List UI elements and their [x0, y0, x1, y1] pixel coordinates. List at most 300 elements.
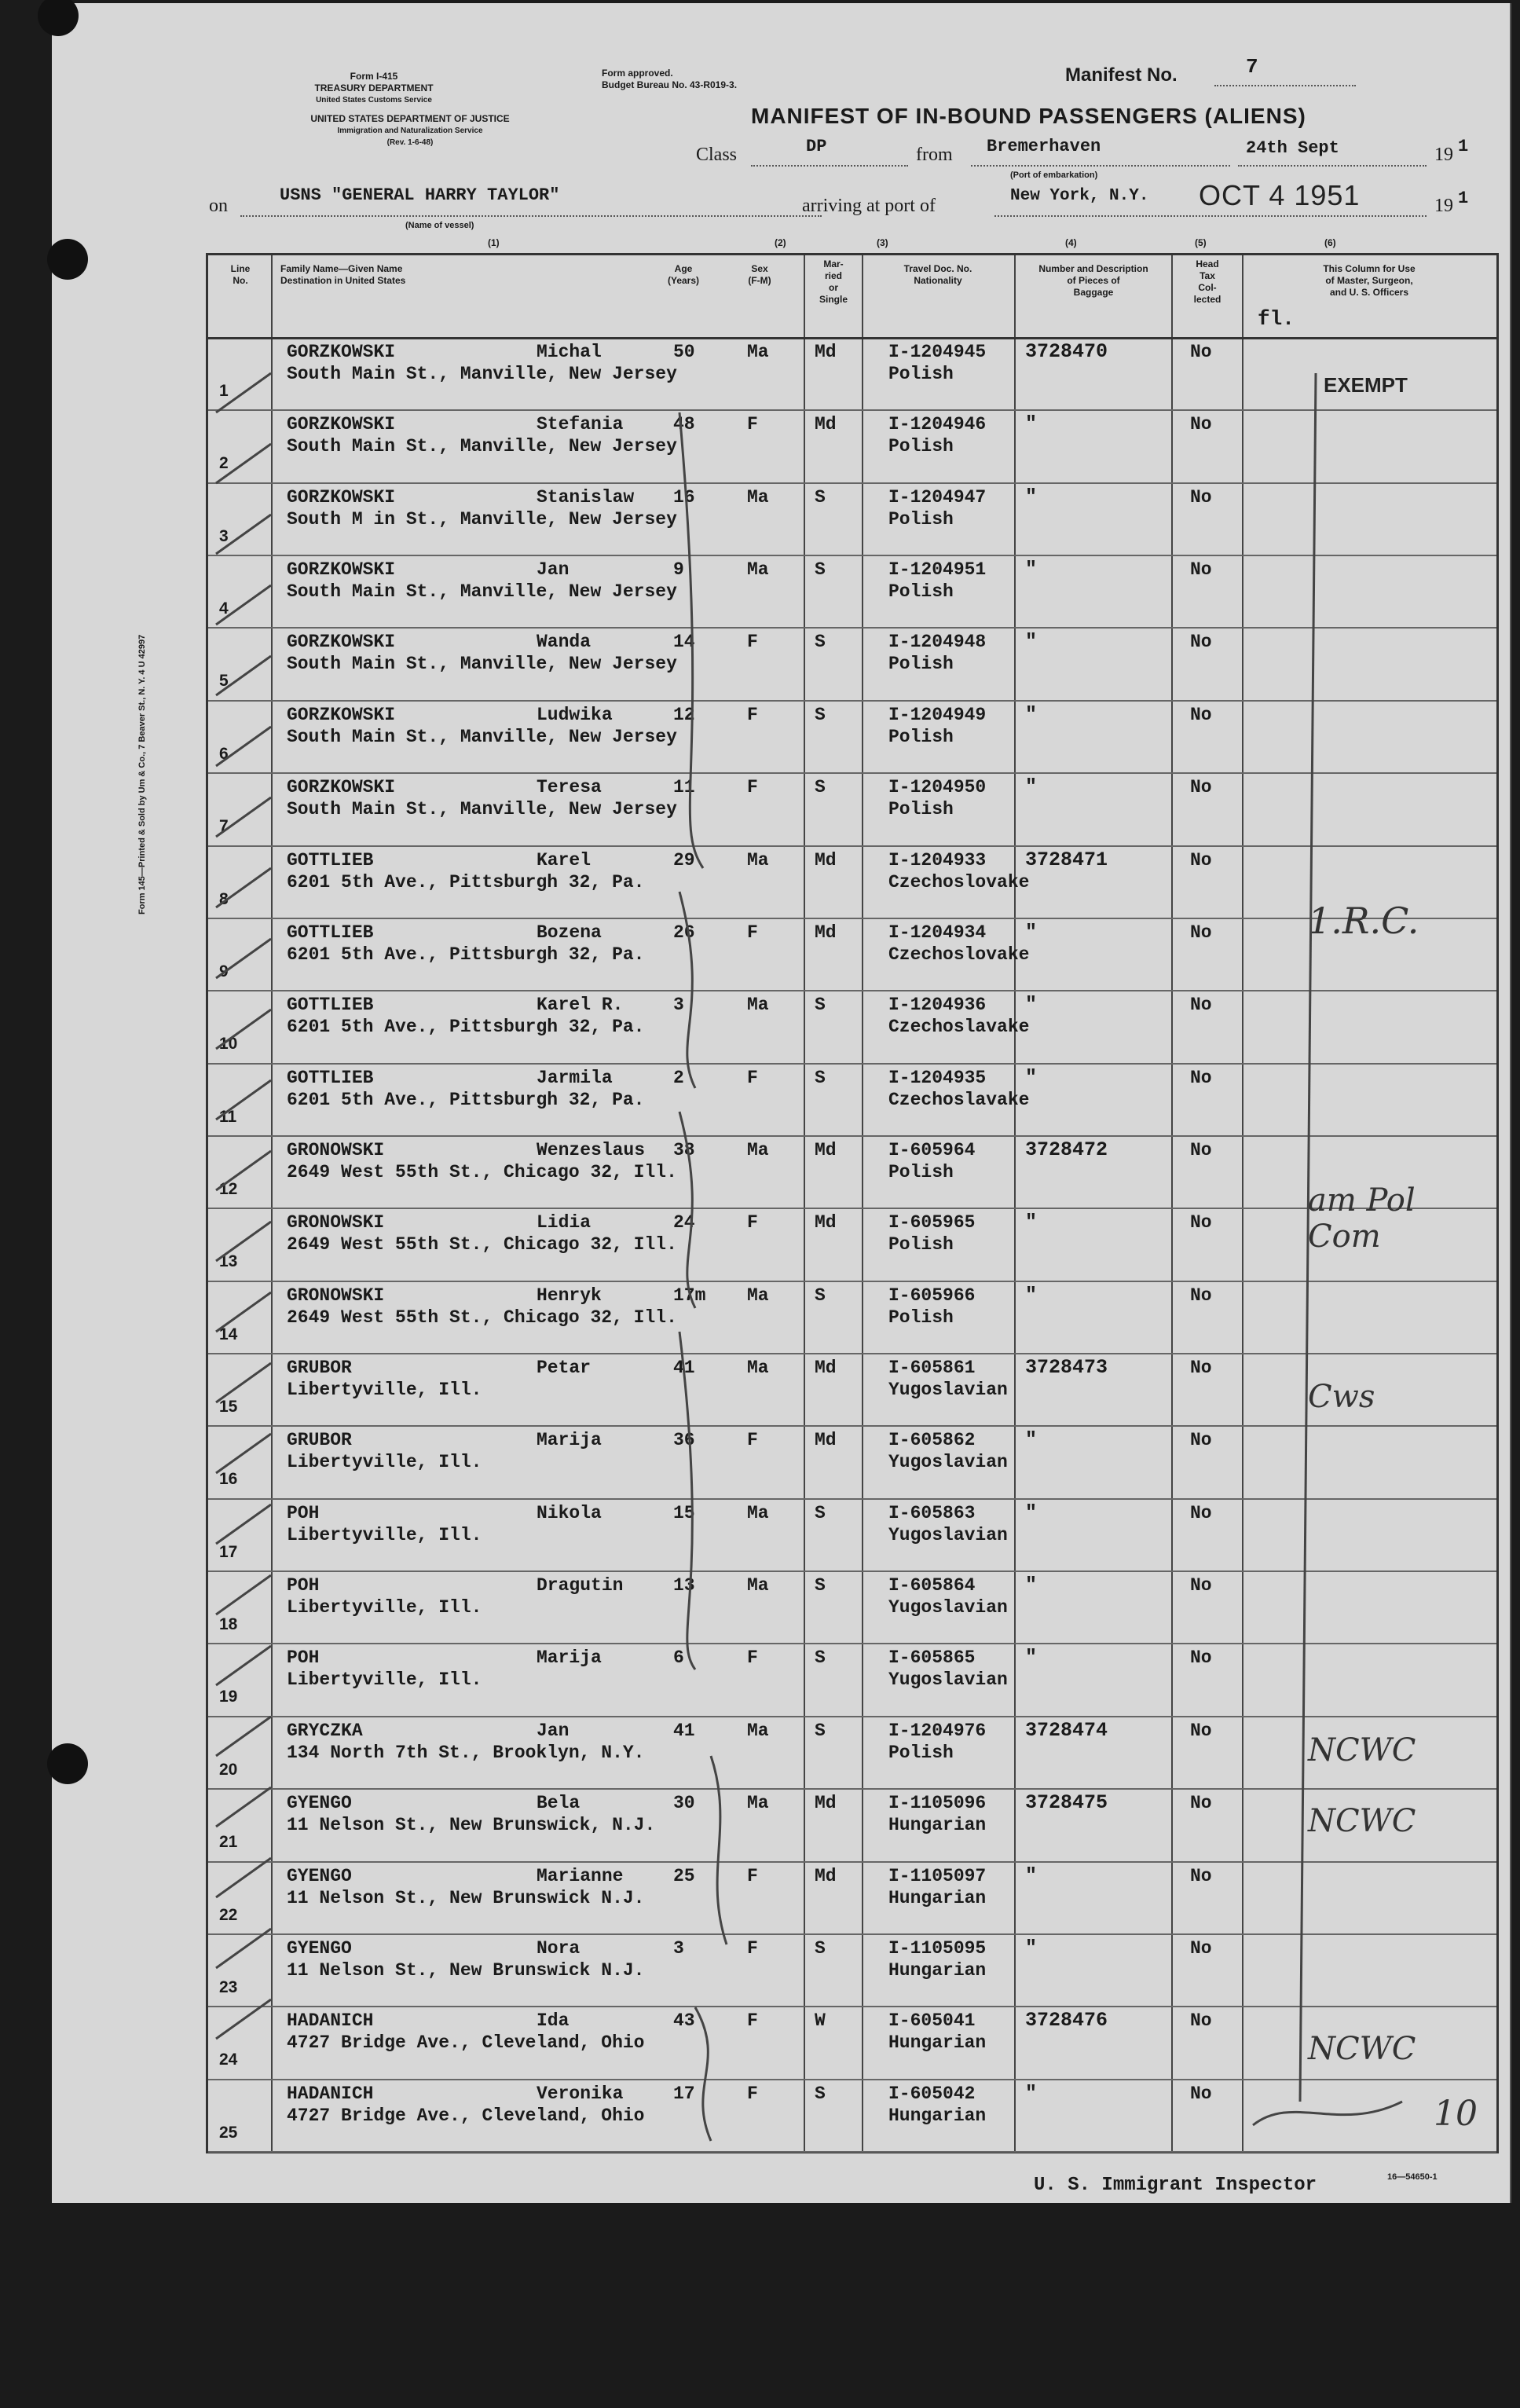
family-name: GORZKOWSKI — [287, 342, 396, 362]
nationality: Yugoslavian — [888, 1380, 1008, 1401]
head-tax: No — [1190, 1212, 1212, 1233]
header-married: Mar- ried or Single — [819, 258, 848, 305]
given-name: Jan — [537, 1720, 570, 1741]
baggage: " — [1025, 1211, 1038, 1234]
destination: South M in St., Manville, New Jersey — [287, 508, 677, 530]
line-number: 21 — [219, 1833, 238, 1852]
sex: Ma — [747, 995, 769, 1016]
given-name: Bela — [537, 1793, 581, 1814]
handwritten-note: 1.R.C. — [1308, 900, 1419, 942]
marital-status: Md — [815, 849, 837, 870]
line-number: 7 — [219, 817, 229, 836]
line-number: 9 — [219, 962, 229, 980]
col-num-5: (5) — [1195, 237, 1207, 248]
given-name: Karel R. — [537, 995, 624, 1016]
given-name: Jarmila — [537, 1067, 613, 1088]
travel-doc-number: I-1204946 — [888, 414, 987, 435]
handwritten-note: NCWC — [1308, 1803, 1416, 1839]
inspector-label: U. S. Immigrant Inspector — [1029, 2175, 1321, 2196]
head-tax: No — [1190, 1793, 1212, 1814]
class-value: DP — [806, 137, 827, 156]
date-value: 24th Sept — [1246, 138, 1339, 158]
marital-status: S — [815, 995, 826, 1016]
age: 14 — [673, 632, 695, 653]
form-number: Form I-415 — [350, 71, 398, 82]
age: 43 — [673, 2010, 695, 2032]
arriving-label: arriving at port of — [802, 196, 936, 216]
baggage: " — [1025, 558, 1038, 581]
age: 24 — [673, 1212, 695, 1233]
handwritten-note: am Pol Com — [1308, 1182, 1416, 1255]
line-number: 17 — [219, 1542, 238, 1561]
footer-code: 16—54650-1 — [1387, 2172, 1438, 2182]
baggage: " — [1025, 1864, 1038, 1887]
nationality: Polish — [888, 1234, 954, 1255]
header-age: Age (Years) — [667, 263, 700, 286]
destination: Libertyville, Ill. — [287, 1524, 482, 1545]
baggage: " — [1025, 702, 1038, 726]
sex: F — [747, 414, 758, 435]
travel-doc-number: I-605864 — [888, 1575, 976, 1596]
destination: 11 Nelson St., New Brunswick, N.J. — [287, 1815, 656, 1836]
family-name: GORZKOWSKI — [287, 632, 396, 653]
sex: F — [747, 1212, 758, 1233]
destination: 6201 5th Ave., Pittsburgh 32, Pa. — [287, 871, 645, 892]
given-name: Ludwika — [537, 704, 613, 725]
family-name: GORZKOWSKI — [287, 486, 396, 508]
baggage: " — [1025, 630, 1038, 654]
sex: Ma — [747, 486, 769, 508]
nationality: Yugoslavian — [888, 1597, 1008, 1618]
nationality: Czechoslovake — [888, 944, 1030, 965]
head-tax: No — [1190, 1285, 1212, 1306]
head-tax: No — [1190, 995, 1212, 1016]
given-name: Dragutin — [537, 1575, 624, 1596]
family-name: GOTTLIEB — [287, 995, 374, 1016]
travel-doc-number: I-605041 — [888, 2010, 976, 2032]
main-title: MANIFEST OF IN-BOUND PASSENGERS (ALIENS) — [751, 104, 1306, 128]
line-number: 3 — [219, 526, 229, 545]
immigration-service: Immigration and Naturalization Service — [337, 126, 483, 135]
handwritten-note: NCWC — [1308, 2031, 1416, 2067]
arrival-port: New York, N.Y. — [1010, 187, 1149, 205]
vessel-caption: (Name of vessel) — [405, 221, 474, 230]
age: 3 — [673, 995, 684, 1016]
age: 12 — [673, 704, 695, 725]
family-name: GOTTLIEB — [287, 849, 374, 870]
sex: Ma — [747, 559, 769, 581]
marital-status: S — [815, 486, 826, 508]
travel-doc-number: I-605861 — [888, 1358, 976, 1379]
line-number: 12 — [219, 1179, 238, 1198]
form-header-justice — [206, 113, 614, 148]
marital-status: S — [815, 2083, 826, 2104]
given-name: Jan — [537, 559, 570, 581]
age: 13 — [673, 1575, 695, 1596]
col-num-2: (2) — [775, 237, 786, 248]
given-name: Michal — [537, 342, 602, 362]
marital-status: Md — [815, 922, 837, 943]
age: 26 — [673, 922, 695, 943]
nationality: Yugoslavian — [888, 1669, 1008, 1691]
form-approved — [602, 68, 737, 91]
head-tax: No — [1190, 1502, 1212, 1523]
destination: 6201 5th Ave., Pittsburgh 32, Pa. — [287, 944, 645, 965]
family-name: GOTTLIEB — [287, 1067, 374, 1088]
sex: Ma — [747, 1575, 769, 1596]
marital-status: Md — [815, 1212, 837, 1233]
travel-doc-number: I-605863 — [888, 1502, 976, 1523]
travel-doc-number: I-1105097 — [888, 1865, 987, 1886]
head-tax: No — [1190, 1358, 1212, 1379]
head-tax: No — [1190, 777, 1212, 798]
header-officers: This Column for Use of Master, Surgeon, and U. S. Officers — [1323, 263, 1416, 298]
destination: Libertyville, Ill. — [287, 1380, 482, 1401]
form-service: United States Customs Service — [316, 96, 432, 104]
col-num-3: (3) — [877, 237, 888, 248]
age: 48 — [673, 414, 695, 435]
nationality: Polish — [888, 1161, 954, 1182]
family-name: GORZKOWSKI — [287, 704, 396, 725]
baggage: " — [1025, 1065, 1038, 1089]
family-name: POH — [287, 1647, 320, 1669]
form-dept: TREASURY DEPARTMENT — [314, 82, 434, 93]
year-suffix-2: 1 — [1458, 189, 1469, 208]
sex: F — [747, 1067, 758, 1088]
marital-status: Md — [815, 1139, 837, 1160]
nationality: Polish — [888, 1307, 954, 1328]
head-tax: No — [1190, 1430, 1212, 1451]
from-value: Bremerhaven — [987, 137, 1101, 156]
travel-doc-number: I-605966 — [888, 1285, 976, 1306]
line-number: 8 — [219, 889, 229, 908]
line-number: 24 — [219, 2051, 238, 2069]
family-name: GRUBOR — [287, 1358, 352, 1379]
given-name: Lidia — [537, 1212, 592, 1233]
head-tax: No — [1190, 1720, 1212, 1741]
given-name: Nora — [537, 1937, 581, 1959]
nationality: Polish — [888, 436, 954, 457]
given-name: Wenzeslaus — [537, 1139, 646, 1160]
nationality: Czechoslavake — [888, 1089, 1030, 1110]
baggage: " — [1025, 1428, 1038, 1452]
line-number: 18 — [219, 1615, 238, 1634]
head-tax: No — [1190, 1067, 1212, 1088]
nationality: Polish — [888, 799, 954, 820]
manifest-sheet — [52, 3, 1511, 2203]
sex: F — [747, 704, 758, 725]
travel-doc-number: I-605862 — [888, 1430, 976, 1451]
head-tax: No — [1190, 1937, 1212, 1959]
sex: Ma — [747, 849, 769, 870]
destination: 2649 West 55th St., Chicago 32, Ill. — [287, 1234, 677, 1255]
given-name: Marija — [537, 1430, 602, 1451]
nationality: Hungarian — [888, 1887, 987, 1908]
head-tax: No — [1190, 1865, 1212, 1886]
baggage: " — [1025, 1646, 1038, 1669]
family-name: GOTTLIEB — [287, 922, 374, 943]
destination: Libertyville, Ill. — [287, 1597, 482, 1618]
line-number: 22 — [219, 1905, 238, 1924]
marital-status: W — [815, 2010, 826, 2032]
line-number: 5 — [219, 672, 229, 691]
head-tax: No — [1190, 632, 1212, 653]
col-num-6: (6) — [1324, 237, 1336, 248]
given-name: Wanda — [537, 632, 592, 653]
nationality: Polish — [888, 581, 954, 603]
head-tax: No — [1190, 1647, 1212, 1669]
header-head-tax: Head Tax Col- lected — [1193, 258, 1221, 305]
destination: 2649 West 55th St., Chicago 32, Ill. — [287, 1161, 677, 1182]
sex: Ma — [747, 1793, 769, 1814]
header-name: Family Name—Given Name Destination in United States — [280, 263, 406, 286]
family-name: HADANICH — [287, 2010, 374, 2032]
baggage: " — [1025, 1936, 1038, 1959]
age: 9 — [673, 559, 684, 581]
baggage: 3728474 — [1025, 1718, 1108, 1742]
line-number: 11 — [219, 1107, 237, 1126]
nationality: Polish — [888, 1742, 954, 1763]
destination: Libertyville, Ill. — [287, 1669, 482, 1691]
baggage: 3728475 — [1025, 1791, 1108, 1815]
class-label: Class — [696, 145, 738, 165]
line-number: 10 — [219, 1035, 238, 1054]
sex: F — [747, 922, 758, 943]
line-number: 4 — [219, 599, 229, 618]
age: 29 — [673, 849, 695, 870]
baggage: " — [1025, 1574, 1038, 1597]
line-number: 19 — [219, 1688, 238, 1706]
line-number: 1 — [219, 382, 229, 400]
travel-doc-number: I-1204949 — [888, 704, 987, 725]
nationality: Hungarian — [888, 2105, 987, 2126]
marital-status: Md — [815, 1865, 837, 1886]
destination: Libertyville, Ill. — [287, 1452, 482, 1473]
marital-status: S — [815, 1285, 826, 1306]
nationality: Polish — [888, 726, 954, 747]
line-number: 20 — [219, 1760, 238, 1779]
baggage: 3728470 — [1025, 340, 1108, 363]
baggage: 3728476 — [1025, 2009, 1108, 2032]
exempt-stamp: EXEMPT — [1324, 373, 1408, 397]
nationality: Czechoslavake — [888, 1017, 1030, 1038]
family-name: POH — [287, 1575, 320, 1596]
sex: F — [747, 632, 758, 653]
age: 2 — [673, 1067, 684, 1088]
travel-doc-number: I-1204951 — [888, 559, 987, 581]
punch-hole — [38, 0, 79, 36]
manifest-no-value: 7 — [1246, 55, 1258, 79]
age: 15 — [673, 1502, 695, 1523]
sex: F — [747, 1937, 758, 1959]
baggage: 3728473 — [1025, 1356, 1108, 1380]
destination: South Main St., Manville, New Jersey — [287, 654, 677, 675]
head-tax: No — [1190, 486, 1212, 508]
nationality: Polish — [888, 364, 954, 384]
marital-status: Md — [815, 1358, 837, 1379]
marital-status: S — [815, 777, 826, 798]
marital-status: Md — [815, 414, 837, 435]
marital-status: S — [815, 632, 826, 653]
col-num-4: (4) — [1065, 237, 1077, 248]
age: 17 — [673, 2083, 695, 2104]
destination: 6201 5th Ave., Pittsburgh 32, Pa. — [287, 1017, 645, 1038]
family-name: GRYCZKA — [287, 1720, 363, 1741]
destination: 4727 Bridge Ave., Cleveland, Ohio — [287, 2105, 645, 2126]
given-name: Marianne — [537, 1865, 624, 1886]
nationality: Yugoslavian — [888, 1452, 1008, 1473]
header-baggage: Number and Description of Pieces of Baggage — [1038, 263, 1148, 298]
baggage: " — [1025, 412, 1038, 436]
sex: F — [747, 1647, 758, 1669]
nationality: Hungarian — [888, 1815, 987, 1836]
destination: 11 Nelson St., New Brunswick N.J. — [287, 1887, 645, 1908]
on-label: on — [209, 196, 228, 216]
handwritten-note: 10 — [1434, 2094, 1478, 2134]
col-num-1: (1) — [488, 237, 500, 248]
line-number: 14 — [219, 1325, 238, 1343]
baggage: " — [1025, 1283, 1038, 1307]
form-header-left — [256, 71, 492, 106]
age: 6 — [673, 1647, 684, 1669]
given-name: Henryk — [537, 1285, 602, 1306]
marital-status: S — [815, 1720, 826, 1741]
family-name: GRONOWSKI — [287, 1285, 385, 1306]
line-number: 15 — [219, 1398, 238, 1417]
officers-note: fl. — [1258, 307, 1295, 331]
nationality: Polish — [888, 508, 954, 530]
manifest-no-label: Manifest No. — [1065, 64, 1178, 86]
nationality: Hungarian — [888, 2032, 987, 2054]
baggage: " — [1025, 1501, 1038, 1524]
marital-status: S — [815, 1937, 826, 1959]
marital-status: S — [815, 1067, 826, 1088]
destination: 4727 Bridge Ave., Cleveland, Ohio — [287, 2032, 645, 2054]
family-name: GORZKOWSKI — [287, 777, 396, 798]
baggage: 3728471 — [1025, 848, 1108, 871]
header-travel-doc: Travel Doc. No. Nationality — [903, 263, 972, 286]
form-approved-line2: Budget Bureau No. 43-R019-3. — [602, 79, 738, 90]
marital-status: S — [815, 1575, 826, 1596]
given-name: Stefania — [537, 414, 624, 435]
head-tax: No — [1190, 1575, 1212, 1596]
travel-doc-number: I-605964 — [888, 1139, 976, 1160]
form-approved-line1: Form approved. — [602, 68, 673, 79]
sex: F — [747, 2010, 758, 2032]
head-tax: No — [1190, 849, 1212, 870]
given-name: Ida — [537, 2010, 570, 2032]
line-number: 2 — [219, 454, 229, 473]
given-name: Karel — [537, 849, 592, 870]
head-tax: No — [1190, 2010, 1212, 2032]
sex: Ma — [747, 1139, 769, 1160]
travel-doc-number: I-1204947 — [888, 486, 987, 508]
manifest-table — [206, 253, 1499, 2153]
line-number: 25 — [219, 2123, 238, 2142]
age: 41 — [673, 1358, 695, 1379]
destination: South Main St., Manville, New Jersey — [287, 726, 677, 747]
travel-doc-number: I-1204934 — [888, 922, 987, 943]
head-tax: No — [1190, 1139, 1212, 1160]
given-name: Marija — [537, 1647, 602, 1669]
from-label: from — [916, 145, 953, 165]
baggage: " — [1025, 485, 1038, 508]
sex: F — [747, 1430, 758, 1451]
family-name: GYENGO — [287, 1937, 352, 1959]
baggage: " — [1025, 775, 1038, 799]
given-name: Teresa — [537, 777, 602, 798]
head-tax: No — [1190, 559, 1212, 581]
printer-credit: Form 145—Printed & Sold by Um & Co., 7 Beaver St., N. Y. 4 U 42997 — [137, 634, 147, 914]
marital-status: Md — [815, 1793, 837, 1814]
marital-status: S — [815, 704, 826, 725]
travel-doc-number: I-1204945 — [888, 342, 987, 362]
family-name: GRONOWSKI — [287, 1212, 385, 1233]
age: 11 — [673, 777, 695, 798]
nationality: Yugoslavian — [888, 1524, 1008, 1545]
family-name: GYENGO — [287, 1793, 352, 1814]
travel-doc-number: I-1204935 — [888, 1067, 987, 1088]
family-name: POH — [287, 1502, 320, 1523]
sex: F — [747, 777, 758, 798]
nationality: Polish — [888, 654, 954, 675]
sex: Ma — [747, 1358, 769, 1379]
age: 41 — [673, 1720, 695, 1741]
given-name: Petar — [537, 1358, 592, 1379]
punch-hole — [47, 1743, 88, 1784]
travel-doc-number: I-1204976 — [888, 1720, 987, 1741]
sex: Ma — [747, 1720, 769, 1741]
destination: 134 North 7th St., Brooklyn, N.Y. — [287, 1742, 645, 1763]
baggage: " — [1025, 993, 1038, 1017]
destination: 2649 West 55th St., Chicago 32, Ill. — [287, 1307, 677, 1328]
line-number: 16 — [219, 1470, 238, 1489]
marital-status: Md — [815, 1430, 837, 1451]
travel-doc-number: I-605865 — [888, 1647, 976, 1669]
line-number: 13 — [219, 1252, 238, 1271]
given-name: Bozena — [537, 922, 602, 943]
age: 17m — [673, 1285, 706, 1306]
head-tax: No — [1190, 414, 1212, 435]
destination: 6201 5th Ave., Pittsburgh 32, Pa. — [287, 1089, 645, 1110]
family-name: GORZKOWSKI — [287, 559, 396, 581]
destination: South Main St., Manville, New Jersey — [287, 581, 677, 603]
family-name: GYENGO — [287, 1865, 352, 1886]
sex: Ma — [747, 342, 769, 362]
sex: Ma — [747, 1285, 769, 1306]
baggage: " — [1025, 920, 1038, 944]
family-name: HADANICH — [287, 2083, 374, 2104]
marital-status: S — [815, 1502, 826, 1523]
head-tax: No — [1190, 704, 1212, 725]
marital-status: S — [815, 559, 826, 581]
handwritten-note: NCWC — [1308, 1732, 1416, 1768]
age: 30 — [673, 1793, 695, 1814]
handwritten-marks — [208, 255, 1496, 2151]
destination: South Main St., Manville, New Jersey — [287, 436, 677, 457]
line-number: 6 — [219, 744, 229, 763]
travel-doc-number: I-1204950 — [888, 777, 987, 798]
destination: South Main St., Manville, New Jersey — [287, 799, 677, 820]
age: 38 — [673, 1139, 695, 1160]
age: 25 — [673, 1865, 695, 1886]
age: 16 — [673, 486, 695, 508]
year-prefix-2: 19 — [1434, 196, 1453, 216]
nationality: Czechoslovake — [888, 871, 1030, 892]
header-line-no: Line No. — [230, 263, 251, 286]
age: 36 — [673, 1430, 695, 1451]
destination: 11 Nelson St., New Brunswick N.J. — [287, 1959, 645, 1981]
